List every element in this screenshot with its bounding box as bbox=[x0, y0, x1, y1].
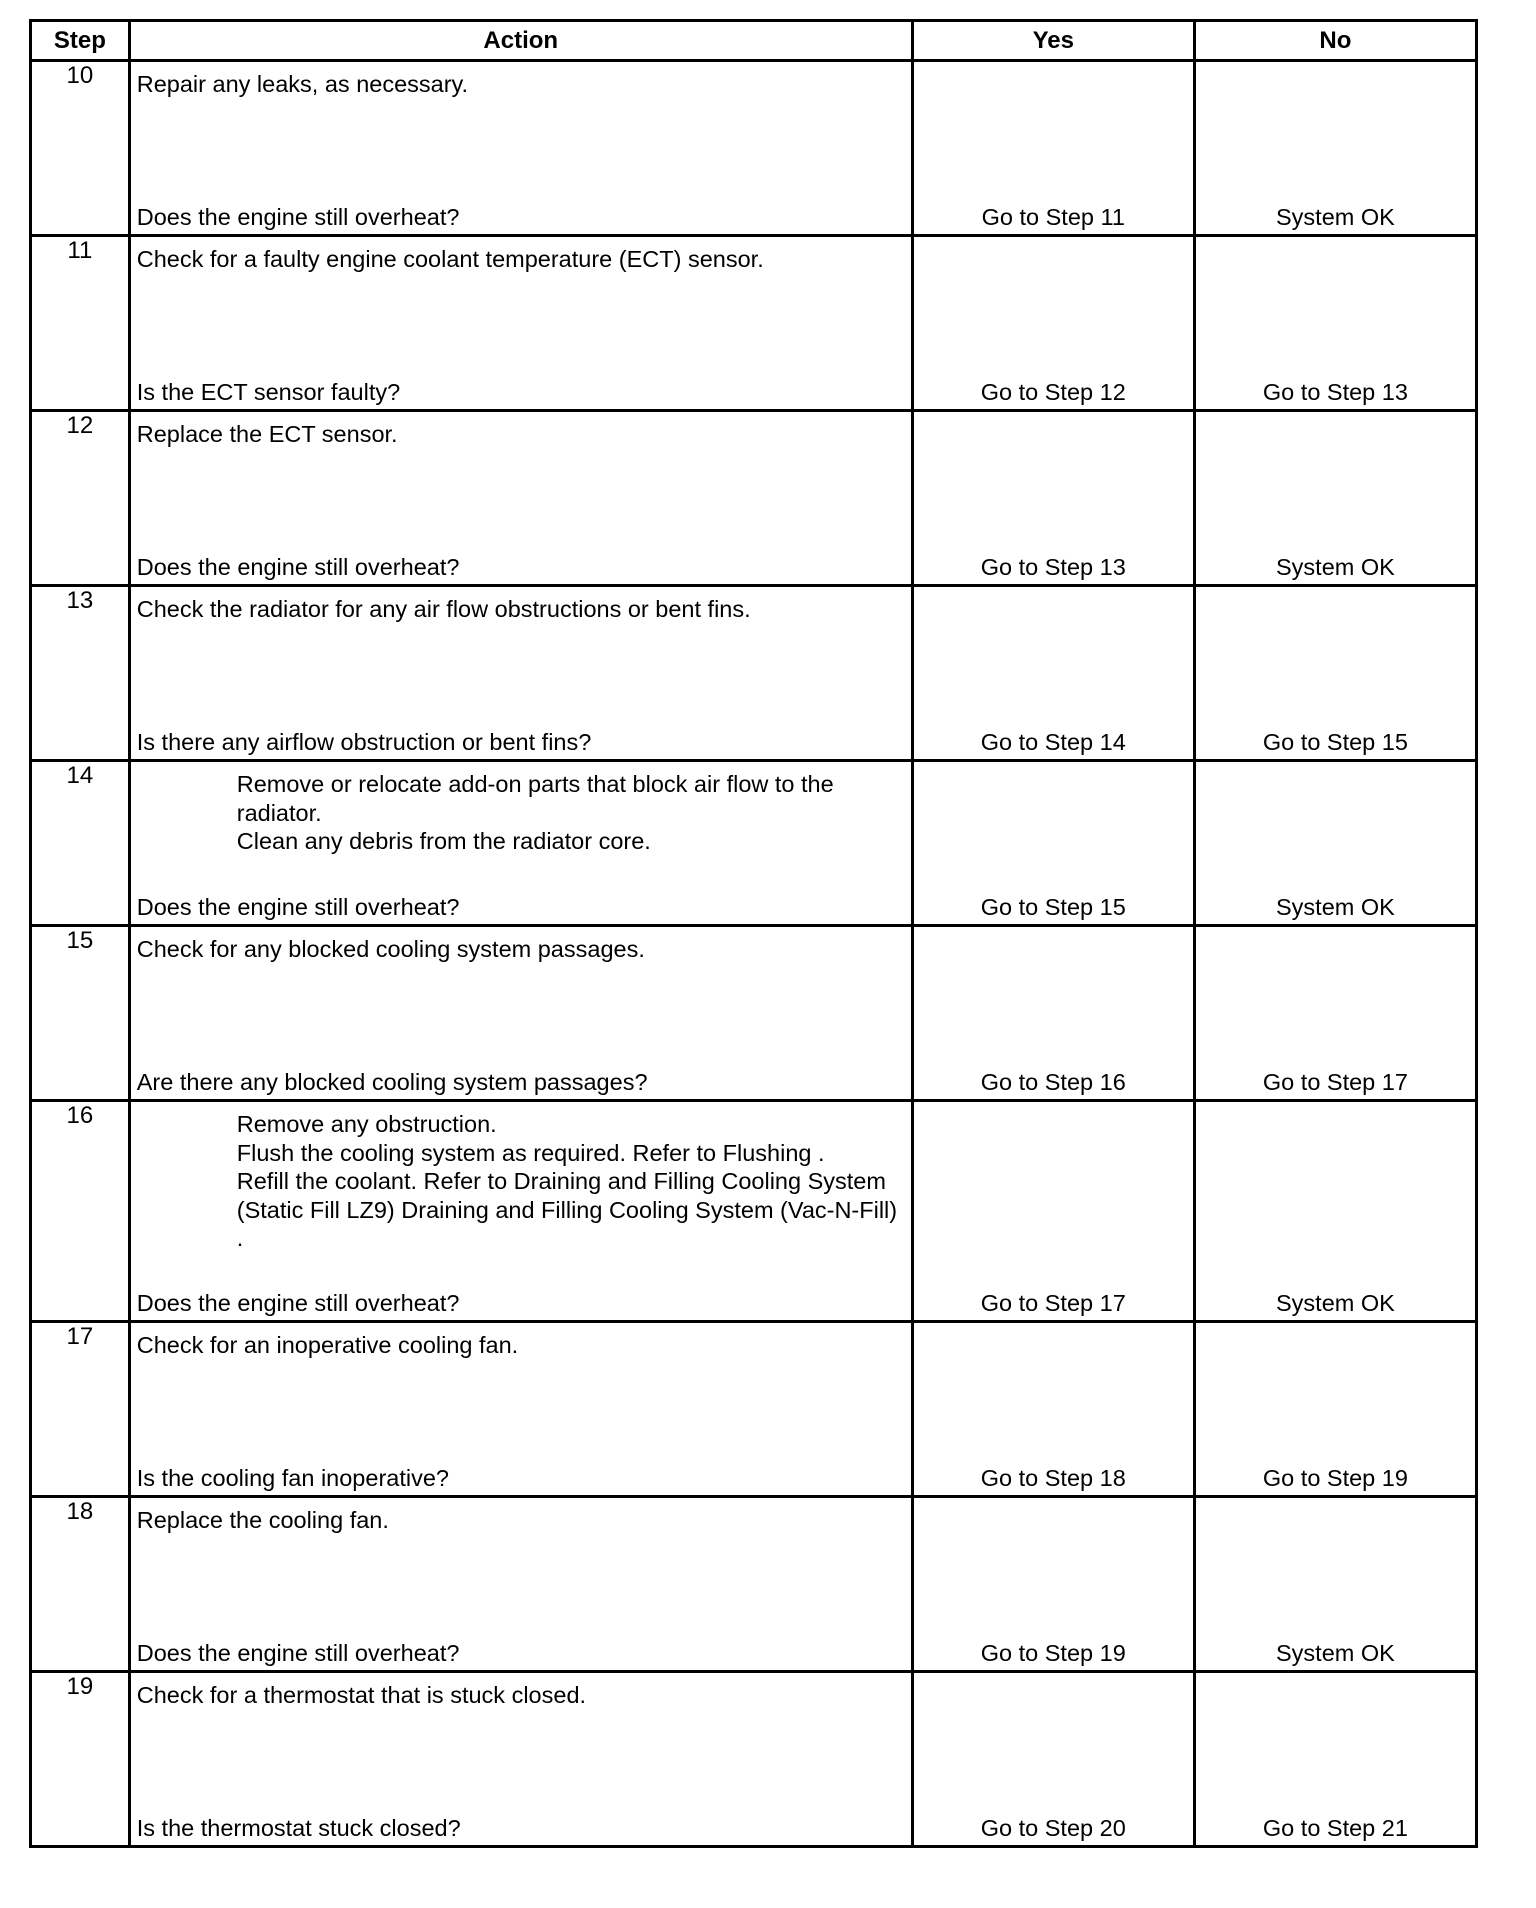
instruction-line: Replace the ECT sensor. bbox=[136, 421, 398, 447]
no-cell bbox=[1194, 1497, 1476, 1672]
no-answer: Go to Step 17 bbox=[1262, 1069, 1408, 1095]
table-row bbox=[31, 761, 1477, 926]
action-content bbox=[131, 62, 911, 234]
no-cell bbox=[1194, 61, 1476, 236]
header-step: Step bbox=[31, 21, 130, 61]
yes-answer: Go to Step 14 bbox=[980, 729, 1126, 755]
action-question: Does the engine still overheat? bbox=[136, 1290, 460, 1316]
action-cell bbox=[129, 1101, 912, 1322]
yes-answer: Go to Step 18 bbox=[980, 1465, 1126, 1491]
action-content bbox=[131, 1323, 911, 1495]
action-cell bbox=[129, 926, 912, 1101]
no-cell bbox=[1194, 411, 1476, 586]
action-question: Is the thermostat stuck closed? bbox=[136, 1815, 461, 1841]
action-instructions bbox=[137, 770, 905, 856]
action-instructions bbox=[137, 935, 905, 964]
instruction-line: Replace the cooling fan. bbox=[136, 1507, 389, 1533]
step-number: 16 bbox=[31, 1101, 130, 1322]
table-row bbox=[31, 1101, 1477, 1322]
table-body bbox=[31, 61, 1477, 1847]
yes-answer: Go to Step 11 bbox=[981, 204, 1125, 230]
action-cell bbox=[129, 61, 912, 236]
no-answer: System OK bbox=[1276, 1290, 1395, 1316]
table-row bbox=[31, 411, 1477, 586]
no-answer: Go to Step 15 bbox=[1262, 729, 1408, 755]
yes-cell bbox=[912, 761, 1194, 926]
action-instructions bbox=[137, 1681, 905, 1710]
action-content bbox=[131, 1102, 911, 1320]
action-content bbox=[131, 762, 911, 924]
action-cell bbox=[129, 761, 912, 926]
action-question: Is the cooling fan inoperative? bbox=[136, 1465, 449, 1491]
action-cell bbox=[129, 1322, 912, 1497]
header-row bbox=[31, 21, 1477, 61]
action-question: Does the engine still overheat? bbox=[136, 554, 460, 580]
step-number: 14 bbox=[31, 761, 130, 926]
yes-answer: Go to Step 19 bbox=[980, 1640, 1126, 1666]
yes-answer: Go to Step 16 bbox=[980, 1069, 1126, 1095]
no-cell bbox=[1194, 1672, 1476, 1847]
no-cell bbox=[1194, 926, 1476, 1101]
instruction-line: Remove any obstruction. bbox=[236, 1111, 497, 1137]
header-yes: Yes bbox=[912, 21, 1194, 61]
action-instructions bbox=[137, 420, 905, 449]
action-cell bbox=[129, 411, 912, 586]
no-answer: Go to Step 13 bbox=[1262, 379, 1408, 405]
yes-answer: Go to Step 15 bbox=[980, 894, 1126, 920]
no-cell bbox=[1194, 1101, 1476, 1322]
action-cell bbox=[129, 1497, 912, 1672]
instruction-line: Check for any blocked cooling system passages. bbox=[136, 936, 645, 962]
no-cell bbox=[1194, 1322, 1476, 1497]
header-action: Action bbox=[129, 21, 912, 61]
action-content bbox=[131, 927, 911, 1099]
action-instructions bbox=[137, 245, 905, 274]
yes-cell bbox=[912, 1322, 1194, 1497]
no-answer: Go to Step 19 bbox=[1262, 1465, 1408, 1491]
action-content bbox=[131, 587, 911, 759]
no-answer: System OK bbox=[1276, 1640, 1395, 1666]
yes-cell bbox=[912, 411, 1194, 586]
action-content bbox=[131, 412, 911, 584]
table-row bbox=[31, 926, 1477, 1101]
no-answer: System OK bbox=[1276, 204, 1395, 230]
instruction-line: Check for a faulty engine coolant temperature (ECT) sensor. bbox=[136, 246, 764, 272]
action-cell bbox=[129, 236, 912, 411]
action-question: Are there any blocked cooling system passages? bbox=[136, 1069, 648, 1095]
step-number: 18 bbox=[31, 1497, 130, 1672]
action-content bbox=[131, 1498, 911, 1670]
yes-cell bbox=[912, 926, 1194, 1101]
step-number: 19 bbox=[31, 1672, 130, 1847]
yes-cell bbox=[912, 1101, 1194, 1322]
action-content bbox=[131, 237, 911, 409]
action-instructions bbox=[137, 595, 905, 624]
action-cell bbox=[129, 586, 912, 761]
yes-cell bbox=[912, 1497, 1194, 1672]
action-cell bbox=[129, 1672, 912, 1847]
header-no: No bbox=[1194, 21, 1476, 61]
action-question: Is there any airflow obstruction or bent fins? bbox=[136, 729, 592, 755]
step-number: 15 bbox=[31, 926, 130, 1101]
table-row bbox=[31, 1672, 1477, 1847]
action-instructions bbox=[137, 1506, 905, 1535]
instruction-line: Check for an inoperative cooling fan. bbox=[136, 1332, 519, 1358]
instruction-line: Refill the coolant. Refer to Draining and Filling Cooling System (Static Fill LZ9) Draining and Filling Cooling System (Vac-N-Fill) . bbox=[236, 1168, 898, 1251]
action-content bbox=[131, 1673, 911, 1845]
yes-answer: Go to Step 20 bbox=[980, 1815, 1126, 1841]
step-number: 10 bbox=[31, 61, 130, 236]
instruction-line: Clean any debris from the radiator core. bbox=[236, 828, 651, 854]
no-answer: System OK bbox=[1276, 894, 1395, 920]
yes-cell bbox=[912, 586, 1194, 761]
instruction-line: Check the radiator for any air flow obstructions or bent fins. bbox=[136, 596, 751, 622]
no-answer: Go to Step 21 bbox=[1262, 1815, 1408, 1841]
yes-cell bbox=[912, 1672, 1194, 1847]
table-row bbox=[31, 236, 1477, 411]
table-row bbox=[31, 586, 1477, 761]
yes-answer: Go to Step 12 bbox=[980, 379, 1126, 405]
yes-cell bbox=[912, 236, 1194, 411]
action-question: Is the ECT sensor faulty? bbox=[136, 379, 401, 405]
yes-cell bbox=[912, 61, 1194, 236]
instruction-line: Check for a thermostat that is stuck closed. bbox=[136, 1682, 587, 1708]
step-number: 17 bbox=[31, 1322, 130, 1497]
yes-answer: Go to Step 17 bbox=[980, 1290, 1126, 1316]
no-answer: System OK bbox=[1276, 554, 1395, 580]
action-question: Does the engine still overheat? bbox=[136, 894, 460, 920]
diagnostic-table bbox=[29, 19, 1478, 1848]
action-instructions bbox=[137, 70, 905, 99]
table-row bbox=[31, 1322, 1477, 1497]
yes-answer: Go to Step 13 bbox=[980, 554, 1126, 580]
instruction-line: Remove or relocate add-on parts that block air flow to the radiator. bbox=[236, 771, 834, 826]
action-question: Does the engine still overheat? bbox=[136, 1640, 460, 1666]
table-row bbox=[31, 1497, 1477, 1672]
action-instructions bbox=[137, 1331, 905, 1360]
step-number: 12 bbox=[31, 411, 130, 586]
action-question: Does the engine still overheat? bbox=[136, 204, 460, 230]
action-instructions bbox=[137, 1110, 905, 1253]
no-cell bbox=[1194, 236, 1476, 411]
step-number: 11 bbox=[31, 236, 130, 411]
instruction-line: Repair any leaks, as necessary. bbox=[136, 71, 469, 97]
instruction-line: Flush the cooling system as required. Refer to Flushing . bbox=[236, 1139, 825, 1166]
table-row bbox=[31, 61, 1477, 236]
no-cell bbox=[1194, 586, 1476, 761]
no-cell bbox=[1194, 761, 1476, 926]
step-number: 13 bbox=[31, 586, 130, 761]
